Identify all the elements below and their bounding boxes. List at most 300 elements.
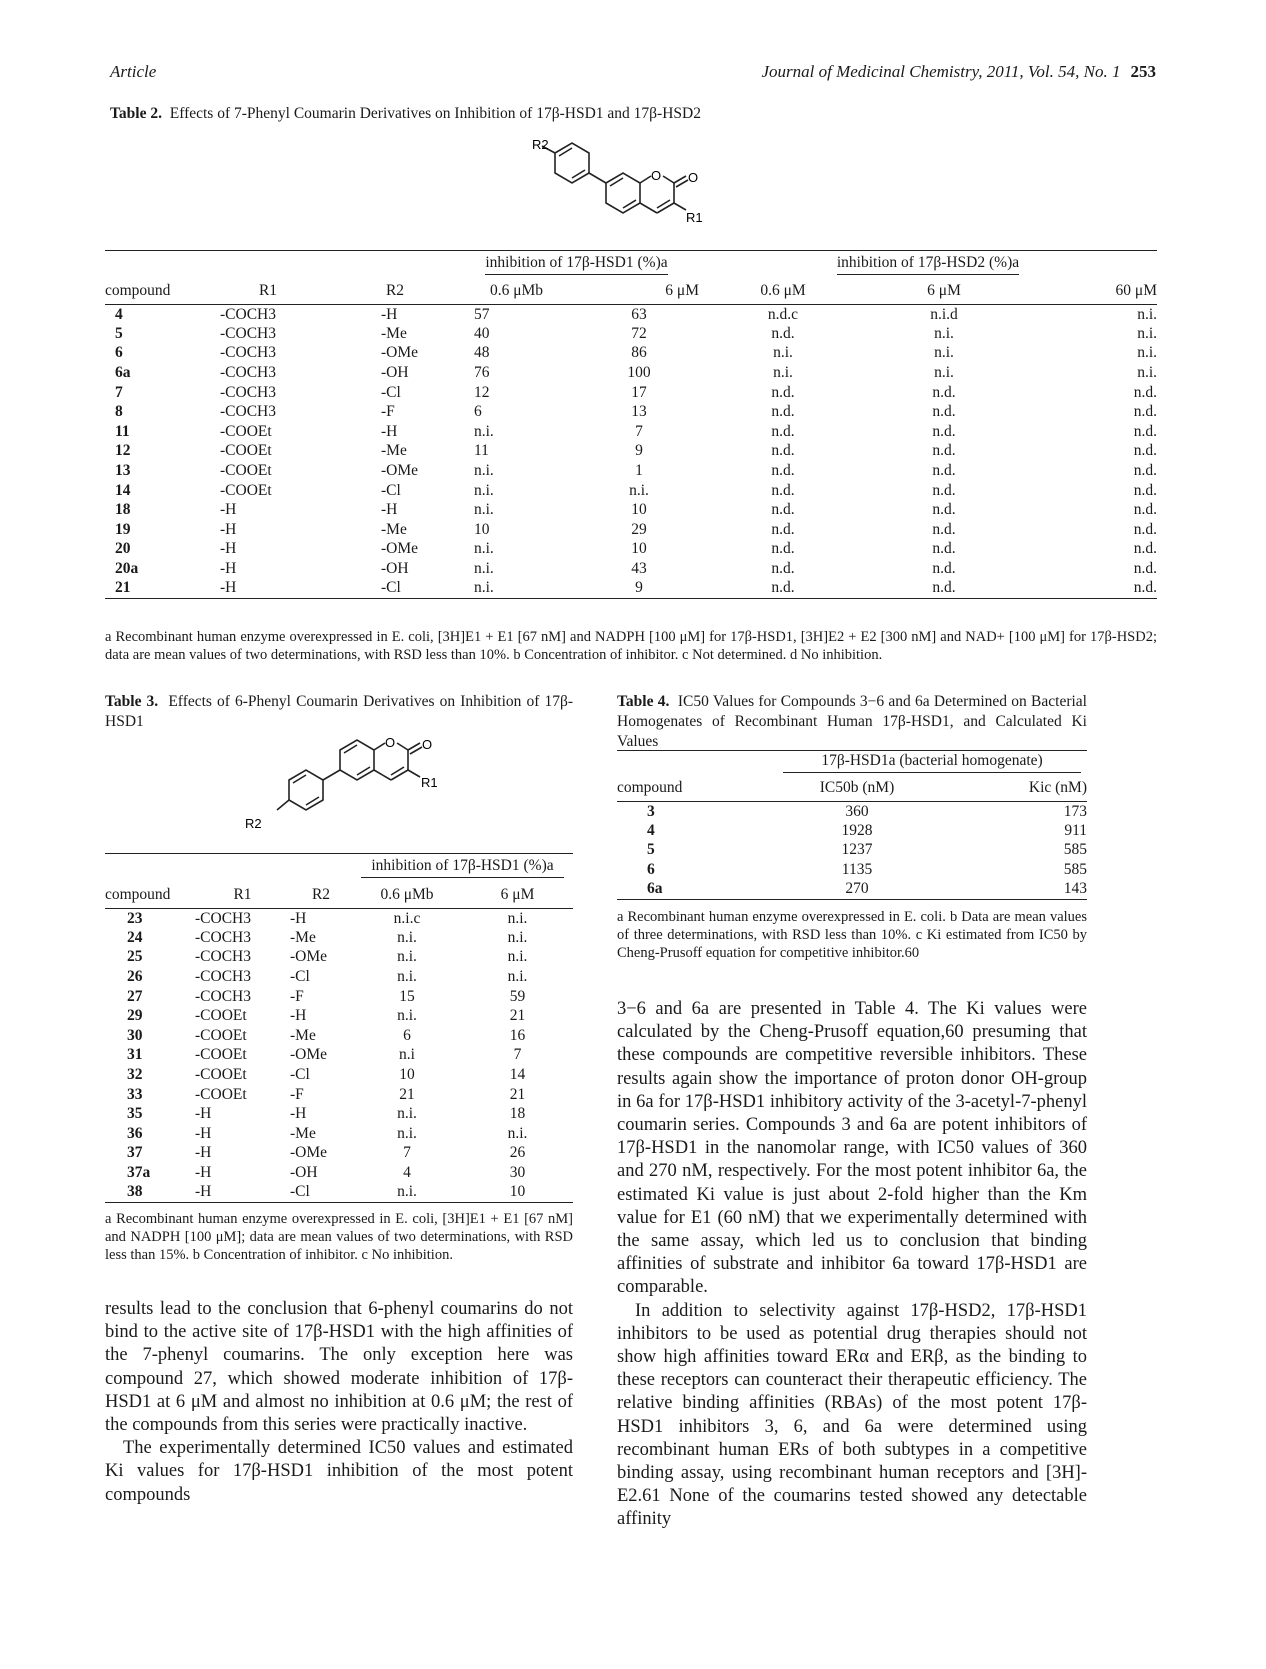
compound-id-cell: 12 [115,442,131,460]
table2-o-carbonyl-label: O [688,170,699,185]
table-cell: n.i. [397,1124,417,1142]
table-cell: -H [381,422,398,440]
table-cell: n.d. [932,403,956,421]
table3 [105,853,573,1203]
table-cell: -COCH3 [195,987,251,1005]
table3-o-ring-label: O [385,735,396,750]
table-cell: n.d. [1133,540,1157,558]
compound-id-cell: 20a [115,560,139,578]
table-cell: -H [381,501,398,519]
table-cell: -Me [290,1124,316,1142]
table-row [105,1026,573,1046]
table-cell: -COCH3 [220,305,276,323]
left-paragraph-1: results lead to the conclusion that 6-phenyl coumarins do not bind to the active site of 17β-HSD1 with the high affinities of the 7-phenyl coumarins. The only exception here was compound 27, which showed moderate inhibition of 17β-HSD1 at 6 μM and almost no inhibition at 0.6 μM; the rest of the compounds from this series were practically inactive. [105,1299,573,1436]
column-header: 0.6 μMb [489,281,544,299]
table-row [105,461,1157,481]
table-cell: -Me [381,324,407,342]
table-cell: n.d. [771,462,795,480]
table-cell: 10 [474,520,490,538]
table-cell: n.d. [932,560,956,578]
running-header-right [761,62,1156,82]
table-cell: 21 [509,1085,526,1103]
table-cell: n.i. [1137,344,1157,362]
table-cell: -COOEt [220,442,272,460]
table-row [105,402,1157,422]
table-cell: n.d. [1133,560,1157,578]
table-cell: -Cl [290,1066,310,1084]
table-cell: n.i. [474,481,494,499]
table-cell: n.d. [1133,422,1157,440]
table2-header-row [105,278,1157,305]
left-column-text [105,1298,573,1507]
compound-id-cell: 8 [115,403,123,421]
table-row [105,442,1157,462]
table-cell: -COOEt [195,1026,247,1044]
compound-id-cell: 24 [127,928,143,946]
table-cell: -COOEt [220,481,272,499]
table-cell: n.d.c [767,305,799,323]
right-paragraph-2: In addition to selectivity against 17β-HSD2, 17β-HSD1 inhibitors to be used as potential drug therapies should not show high affinities toward ERα and ERβ, as the binding to these receptors can counteract their therapeutic efficiency. The relative binding affinities (RBAs) of the most potent 17β-HSD1 inhibitors 3, 6, and 6a were determined using recombinant human ERs of both subtypes in a competitive binding assay, using recombinant human receptors and [3H]-E2.61 None of the coumarins tested showed any detectable affinity [617,1300,1087,1530]
table-cell: -OH [381,560,409,578]
table-cell: n.d. [771,422,795,440]
table-cell: n.i. [773,344,793,362]
compound-id-cell: 6a [647,880,663,897]
table-cell: -Me [381,442,407,460]
table-cell: -COCH3 [220,383,276,401]
table-row [105,1124,573,1144]
table-cell: 86 [631,344,647,362]
table-cell: 1 [635,462,643,480]
table2-group2-header: inhibition of 17β-HSD2 (%)a [837,254,1019,275]
table-cell: 270 [845,880,869,897]
table2 [105,250,1157,599]
table-cell: -H [195,1164,212,1182]
table-cell: 16 [509,1026,526,1044]
table-cell: -H [290,1007,307,1025]
table-row [105,1163,573,1183]
table-cell: n.i. [397,1007,417,1025]
column-header: Kic (nM) [1028,778,1087,796]
table2-footnote: a Recombinant human enzyme overexpressed in E. coli, [3H]E1 + E1 [67 nM] and NADPH [100 μM] for 17β-HSD1, [3H]E2 + E2 [300 nM] and NAD+ [100 μM] for 17β-HSD2; data are mean values of two determinations, with RSD less than 10%. b Concentration of inhibitor. c Not determined. d No inhibition. [105,629,1157,663]
table-cell: -COOEt [195,1007,247,1025]
table-row [105,579,1157,599]
table-cell: 10 [509,1183,526,1201]
table4-header-row [617,775,1087,802]
table-cell: n.d. [771,579,795,597]
table-cell: 17 [631,383,647,401]
table-cell: n.d. [771,520,795,538]
table-row [105,1144,573,1164]
table-cell: 18 [509,1105,526,1123]
compound-id-cell: 11 [115,422,130,440]
table-cell: -COCH3 [195,968,251,986]
table-cell: -Me [290,1026,316,1044]
table-cell: n.d. [1133,579,1157,597]
table-cell: n.i. [507,948,528,966]
table-cell: 143 [1063,880,1087,897]
table3-caption [105,692,573,732]
column-header: 0.6 μM [760,281,806,299]
table-cell: n.d. [1133,481,1157,499]
table3-r2-label: R2 [245,816,262,831]
table-cell: n.i. [474,540,494,558]
table-cell: 585 [1063,841,1087,859]
compound-id-cell: 6 [647,860,655,878]
table-row [105,967,573,987]
table-cell: 48 [474,344,490,362]
table-cell: -COOEt [195,1046,247,1064]
table2-structure [520,138,740,243]
table-cell: -H [220,501,237,519]
table-cell: 76 [474,364,490,382]
table-cell: n.d. [1133,520,1157,538]
table-row [617,841,1087,861]
table-row [105,324,1157,344]
table-cell: 59 [509,987,526,1005]
table-cell: 10 [631,540,647,558]
table-cell: n.d. [1133,383,1157,401]
table-cell: 12 [474,383,490,401]
column-header: 6 μM [927,281,961,299]
compound-id-cell: 38 [127,1183,143,1201]
table-cell: 13 [631,403,647,421]
table-cell: n.i. [474,501,494,519]
table-row [105,363,1157,383]
compound-id-cell: 3 [647,802,655,820]
table-cell: n.i. [507,909,528,927]
table-cell: n.d. [932,442,956,460]
table-cell: -COCH3 [195,928,251,946]
compound-id-cell: 19 [115,520,131,538]
table-row [105,909,573,929]
column-header: R1 [233,885,252,903]
table-cell: n.d. [1133,462,1157,480]
table-row [617,860,1087,880]
table-cell: n.d. [1133,403,1157,421]
table-cell: 26 [509,1144,526,1162]
table2-group1-header: inhibition of 17β-HSD1 (%)a [485,254,667,275]
table-cell: -H [195,1183,212,1201]
table-row [105,520,1157,540]
column-header: 6 μM [665,281,699,299]
table-row [105,500,1157,520]
table-cell: 585 [1063,860,1087,878]
journal-citation: Journal of Medicinal Chemistry, 2011, Vol. 54, No. 1 [761,62,1121,81]
table-cell: 100 [627,364,651,382]
table3-o-carbonyl-label: O [422,737,433,752]
column-header: R2 [311,885,331,903]
table-cell: -OMe [290,1046,328,1064]
table-cell: -Cl [381,481,401,499]
compound-id-cell: 35 [127,1105,143,1123]
compound-id-cell: 30 [127,1026,143,1044]
table-cell: n.i. [474,579,494,597]
table-cell: n.i. [474,560,494,578]
table-cell: -H [290,1105,307,1123]
table-cell: 11 [474,442,489,460]
table-cell: 9 [635,579,643,597]
table2-r1-label: R1 [686,210,703,225]
table-cell: -H [195,1105,212,1123]
table-cell: n.d. [1133,501,1157,519]
table3-structure [235,735,455,835]
table2-label: Table 2. [110,105,162,122]
table3-footnote: a Recombinant human enzyme overexpressed in E. coli, [3H]E1 + E1 [67 nM] and NADPH [100 μM]; data are mean values of two determinations, with RSD less than 15%. b Concentration of inhibitor. c No inhibition. [105,1211,573,1263]
table-cell: 29 [631,520,647,538]
table-cell: n.i. [1137,305,1157,323]
table-row [105,344,1157,364]
table-cell: 911 [1064,821,1087,839]
compound-id-cell: 37a [127,1164,151,1182]
table-cell: -OH [381,364,409,382]
column-header: 6 μM [500,885,535,903]
table4 [617,750,1087,900]
table-cell: -OMe [290,1144,328,1162]
table-cell: n.i. [1137,364,1157,382]
table-cell: -Cl [381,383,401,401]
column-header: IC50b (nM) [819,778,895,796]
table-cell: 43 [631,560,647,578]
table-cell: n.i [399,1046,415,1064]
compound-id-cell: 18 [115,501,131,519]
table-row [617,880,1087,900]
table3-title: Effects of 6-Phenyl Coumarin Derivatives on Inhibition of 17β-HSD1 [105,693,573,730]
table-cell: n.i. [934,364,954,382]
compound-id-cell: 32 [127,1066,143,1084]
table-cell: -H [220,560,237,578]
table-cell: 1928 [841,821,873,839]
column-header: compound [617,778,683,796]
page-number: 253 [1130,62,1156,81]
table-cell: -COCH3 [220,344,276,362]
table-cell: n.d. [771,442,795,460]
table-cell: n.i. [773,364,793,382]
table-cell: n.i.d [930,305,958,323]
table-cell: -OMe [381,344,419,362]
table-cell: n.d. [771,324,795,342]
table-row [105,422,1157,442]
table-cell: n.d. [771,501,795,519]
compound-id-cell: 37 [127,1144,143,1162]
table-cell: 10 [399,1066,415,1084]
table3-r1-label: R1 [421,775,438,790]
compound-id-cell: 25 [127,948,143,966]
table-cell: 360 [845,802,869,820]
table-cell: n.d. [932,579,956,597]
table-cell: -OMe [290,948,328,966]
table-cell: -COOEt [220,462,272,480]
table3-group1-header: inhibition of 17β-HSD1 (%)a [361,857,564,878]
table-row [105,305,1157,325]
compound-id-cell: 7 [115,383,123,401]
table-cell: 7 [403,1144,411,1162]
table-row [105,1065,573,1085]
table-row [105,1183,573,1203]
table-cell: n.d. [771,560,795,578]
table-cell: 4 [403,1164,411,1182]
table-cell: n.d. [1133,442,1157,460]
table-cell: -OMe [381,462,419,480]
table-cell: n.d. [771,481,795,499]
table4-group-header: 17β-HSD1a (bacterial homogenate) [783,752,1081,773]
table-row [105,1104,573,1124]
compound-id-cell: 21 [115,579,131,597]
table2-caption [110,104,1160,124]
table-cell: 1237 [841,841,873,859]
table-cell: 72 [631,324,647,342]
table-row [105,948,573,968]
table-cell: 15 [399,987,415,1005]
compound-id-cell: 26 [127,968,143,986]
table-cell: n.d. [932,501,956,519]
table-cell: -H [220,520,237,538]
table-cell: n.i. [629,481,649,499]
column-header: compound [105,281,171,299]
table-cell: n.i.c [393,909,421,927]
compound-id-cell: 6 [115,344,123,362]
compound-id-cell: 13 [115,462,131,480]
table-cell: n.i. [507,968,528,986]
compound-id-cell: 29 [127,1007,143,1025]
table-row [105,1085,573,1105]
table-cell: -OMe [381,540,419,558]
table-cell: n.i. [474,462,494,480]
compound-id-cell: 36 [127,1124,143,1142]
table-cell: 6 [474,403,482,421]
table2-r2-label: R2 [532,138,549,152]
table-cell: -Cl [290,1183,310,1201]
table-cell: n.d. [932,520,956,538]
table-cell: -COOEt [220,422,272,440]
compound-id-cell: 20 [115,540,131,558]
table-row [105,383,1157,403]
table-cell: 173 [1063,802,1087,820]
table-cell: n.i. [507,1124,528,1142]
running-header-left: Article [110,62,157,81]
table-cell: n.d. [932,540,956,558]
table-cell: n.i. [474,422,494,440]
table-cell: -H [381,305,398,323]
table-cell: n.d. [771,383,795,401]
table-cell: n.d. [932,462,956,480]
table-cell: 6 [403,1026,411,1044]
table4-title: IC50 Values for Compounds 3−6 and 6a Determined on Bacterial Homogenates of Recombinant Human 17β-HSD1, and Calculated Ki Values [617,693,1087,750]
table-row [105,1046,573,1066]
table-cell: n.i. [397,928,417,946]
table-row [105,987,573,1007]
table-cell: 10 [631,501,647,519]
table-cell: -COCH3 [195,909,251,927]
table-row [105,481,1157,501]
compound-id-cell: 4 [647,821,655,839]
table-cell: -H [195,1144,212,1162]
table-cell: -Cl [290,968,310,986]
table4-label: Table 4. [617,693,670,710]
table-cell: -H [290,909,307,927]
table-cell: n.i. [397,948,417,966]
table-row [105,1006,573,1026]
compound-id-cell: 27 [127,987,143,1005]
table-cell: 14 [509,1066,526,1084]
table3-label: Table 3. [105,693,159,710]
table-row [105,559,1157,579]
table-cell: -F [381,403,395,421]
table-cell: 40 [474,324,490,342]
column-header: 0.6 μMb [380,885,434,903]
right-column-text [617,998,1087,1532]
table-row [105,540,1157,560]
table-cell: 30 [509,1164,526,1182]
column-header: R2 [385,281,405,299]
column-header: 60 μM [1115,281,1157,299]
table-cell: -COCH3 [220,403,276,421]
left-paragraph-2: The experimentally determined IC50 values and estimated Ki values for 17β-HSD1 inhibition of the most potent compounds [105,1438,573,1505]
table-cell: -COCH3 [220,324,276,342]
table-cell: n.d. [932,422,956,440]
table3-header-row [105,882,573,909]
table4-caption [617,692,1087,752]
table-cell: 21 [399,1085,415,1103]
table-cell: -F [290,1085,304,1103]
table-cell: 21 [509,1007,526,1025]
column-header: compound [105,885,171,903]
table-cell: n.i. [397,968,417,986]
compound-id-cell: 31 [127,1046,143,1064]
table-row [105,928,573,948]
table-cell: 1135 [841,860,873,878]
table-cell: 63 [631,305,647,323]
table-cell: -Me [381,520,407,538]
table4-footnote: a Recombinant human enzyme overexpressed in E. coli. b Data are mean values of three determinations, with RSD less than 10%. c Ki estimated from IC50 by Cheng-Prusoff equation for competitive inhibitor.60 [617,909,1087,961]
compound-id-cell: 6a [115,364,131,382]
table-cell: -COCH3 [220,364,276,382]
table-cell: n.d. [771,540,795,558]
compound-id-cell: 14 [115,481,131,499]
table-cell: n.d. [771,403,795,421]
table-cell: n.i. [934,324,954,342]
table-cell: n.d. [932,383,956,401]
table-cell: -H [220,579,237,597]
table-cell: -Cl [381,579,401,597]
compound-id-cell: 5 [647,841,655,859]
compound-id-cell: 23 [127,909,143,927]
table-cell: n.i. [397,1183,417,1201]
table-cell: -F [290,987,304,1005]
table-cell: -OH [290,1164,318,1182]
table-cell: 7 [513,1046,522,1064]
right-paragraph-1: 3−6 and 6a are presented in Table 4. The Ki values were calculated by the Cheng-Prusoff equation,60 presuming that these compounds are competitive reversible inhibitors. These results again show the importance of proton donor OH-group in 6a for 17β-HSD1 inhibitory activity of the 3-acetyl-7-phenyl coumarin series. Compounds 3 and 6a are potent inhibitors of 17β-HSD1 in the nanomolar range, with IC50 values of 360 and 270 nM, respectively. For the most potent inhibitor 6a, the estimated Ki value is just about 2-fold higher than the Km value for E1 (60 nM) that we experimentally determined with the same assay, which led us to conclusion that binding affinities of substrate and inhibitor 6a toward 17β-HSD1 are comparable. [617,999,1087,1298]
table-cell: n.i. [397,1105,417,1123]
compound-id-cell: 33 [127,1085,143,1103]
table-cell: n.d. [932,481,956,499]
table2-o-ring-label: O [651,168,662,183]
table-cell: -H [220,540,237,558]
compound-id-cell: 5 [115,324,123,342]
table-cell: 7 [635,422,643,440]
table-cell: -H [195,1124,212,1142]
table-cell: n.i. [934,344,954,362]
table-cell: -COOEt [195,1066,247,1084]
table-cell: -COCH3 [195,948,251,966]
table-cell: -COOEt [195,1085,247,1103]
table2-title: Effects of 7-Phenyl Coumarin Derivatives on Inhibition of 17β-HSD1 and 17β-HSD2 [169,105,701,122]
column-header: R1 [258,281,278,299]
table-cell: n.i. [507,928,528,946]
table-row [617,821,1087,841]
table-row [617,802,1087,822]
table-cell: n.i. [1137,324,1157,342]
compound-id-cell: 4 [115,305,123,323]
